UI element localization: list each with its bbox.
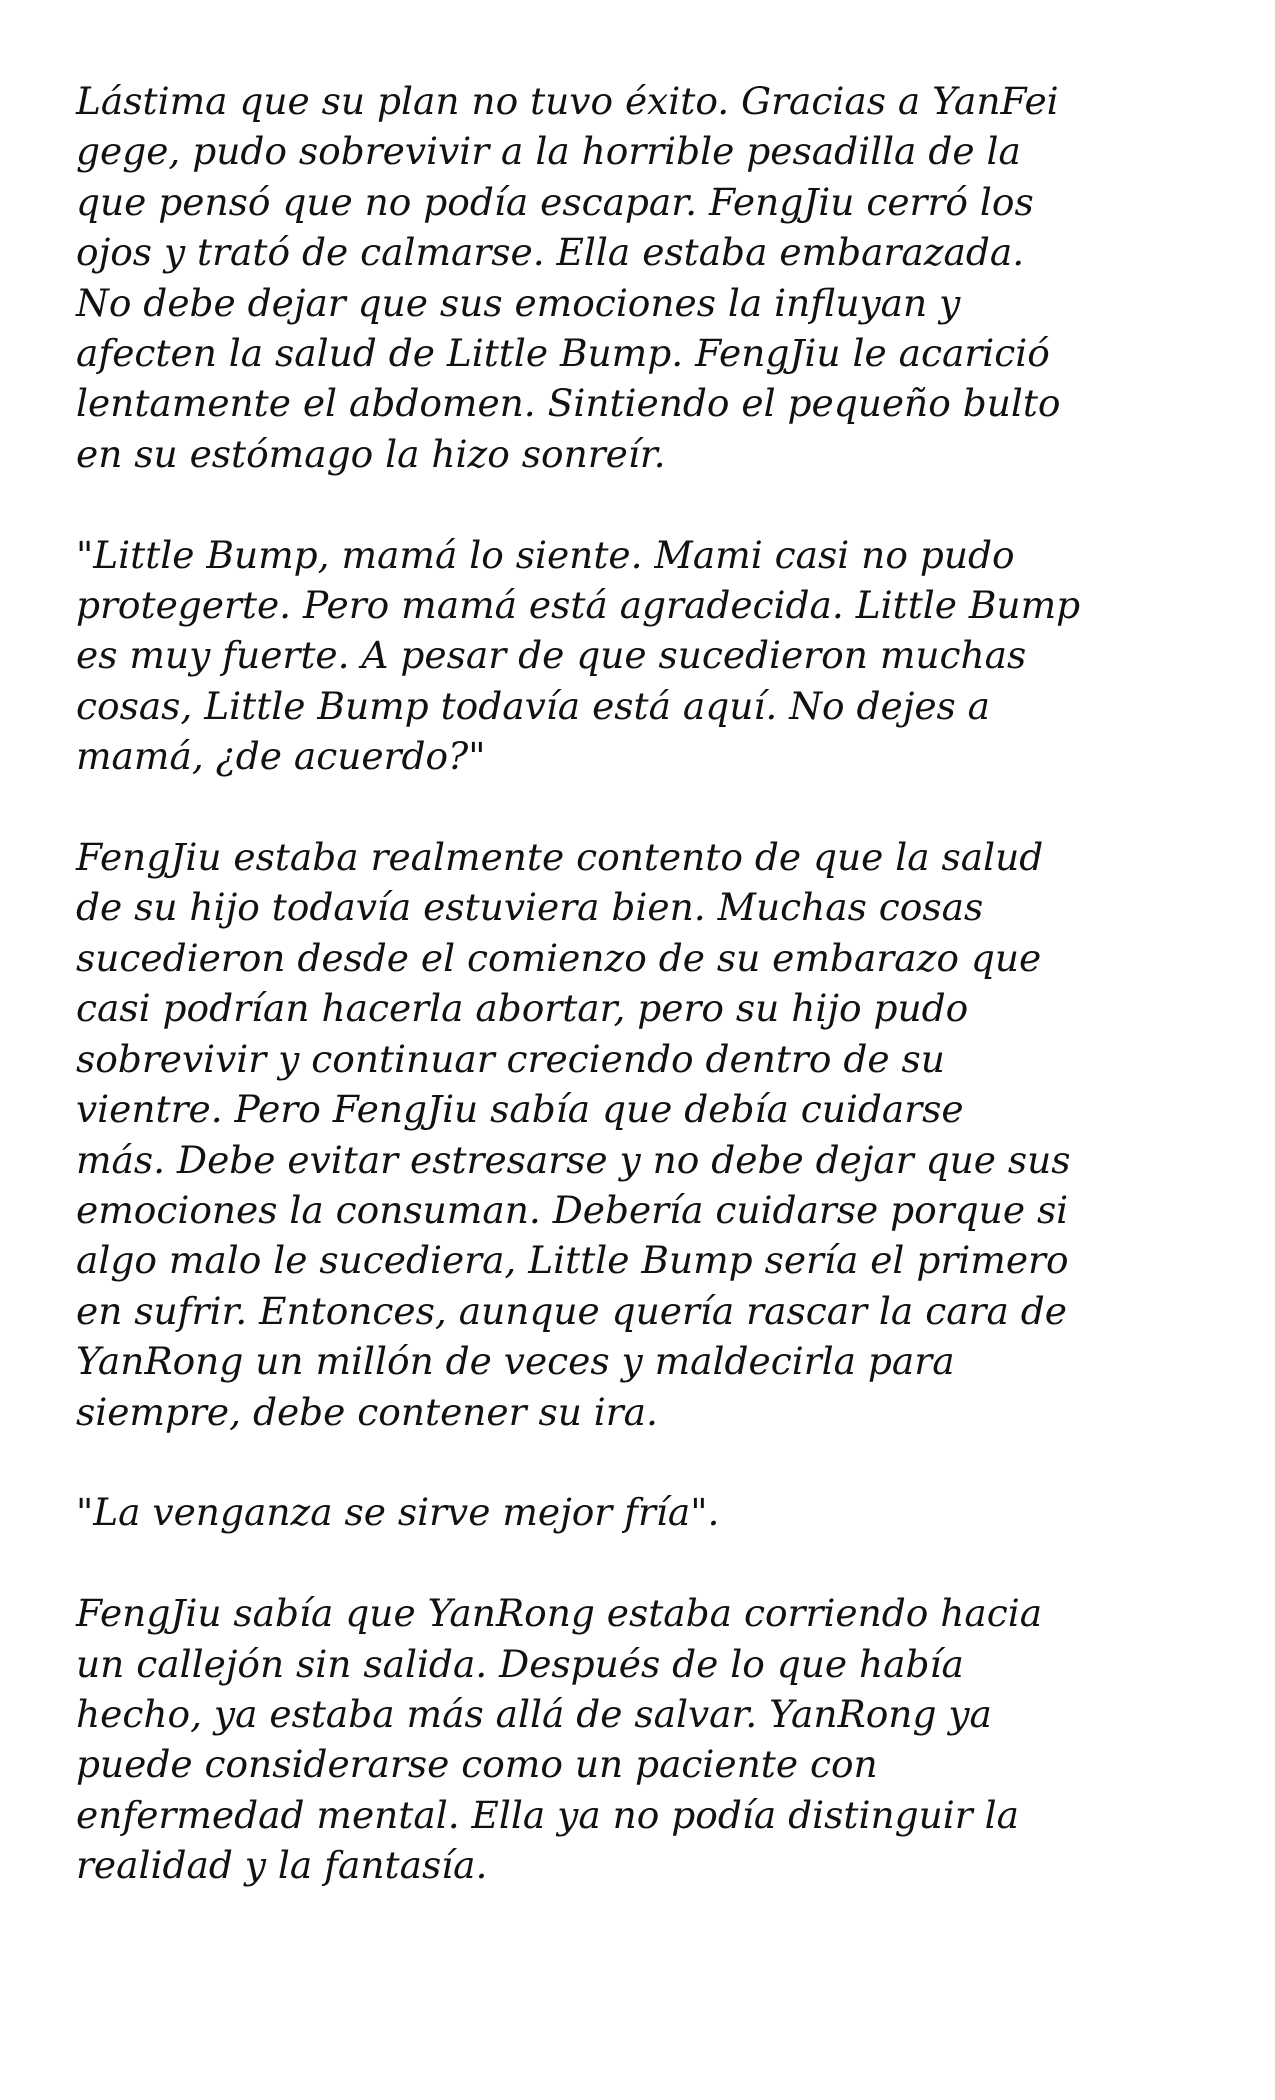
text-line: gege, pudo sobrevivir a la horrible pesadilla de la bbox=[76, 129, 1021, 174]
text-line: mamá, ¿de acuerdo?" bbox=[76, 734, 486, 779]
text-line: un callejón sin salida. Después de lo que había bbox=[76, 1641, 964, 1686]
text-line: vientre. Pero FengJiu sabía que debía cuidarse bbox=[76, 1087, 964, 1132]
text-line: FengJiu sabía que YanRong estaba corriendo hacia bbox=[76, 1591, 1043, 1636]
text-line: puede considerarse como un paciente con bbox=[76, 1742, 878, 1787]
paragraph-2 bbox=[76, 530, 1206, 782]
text-line: emociones la consuman. Debería cuidarse porque si bbox=[76, 1187, 1069, 1232]
text-line: en su estómago la hizo sonreír. bbox=[76, 431, 666, 476]
text-line: sobrevivir y continuar creciendo dentro de su bbox=[76, 1036, 945, 1081]
paragraph-1 bbox=[76, 76, 1206, 479]
text-line: de su hijo todavía estuviera bien. Muchas cosas bbox=[76, 885, 984, 930]
text-line: lentamente el abdomen. Sintiendo el pequeño bulto bbox=[76, 381, 1061, 426]
text-line: enfermedad mental. Ella ya no podía distinguir la bbox=[76, 1792, 1019, 1837]
paragraph-5 bbox=[76, 1588, 1206, 1890]
paragraph-4 bbox=[76, 1487, 1206, 1537]
text-line: YanRong un millón de veces y maldecirla para bbox=[76, 1339, 955, 1384]
text-line: FengJiu estaba realmente contento de que la salud bbox=[76, 835, 1044, 880]
document-page bbox=[76, 76, 1206, 1941]
text-line: cosas, Little Bump todavía está aquí. No dejes a bbox=[76, 683, 991, 728]
text-line: más. Debe evitar estresarse y no debe dejar que sus bbox=[76, 1137, 1071, 1182]
text-line: "Little Bump, mamá lo siente. Mami casi no pudo bbox=[76, 532, 1015, 577]
text-line: realidad y la fantasía. bbox=[76, 1843, 488, 1888]
text-line: ojos y trató de calmarse. Ella estaba embarazada. bbox=[76, 230, 1025, 275]
text-line: siempre, debe contener su ira. bbox=[76, 1389, 658, 1434]
text-line: algo malo le sucediera, Little Bump sería el primero bbox=[76, 1238, 1069, 1283]
text-line: Lástima que su plan no tuvo éxito. Gracias a YanFei bbox=[76, 79, 1059, 123]
text-line: casi podrían hacerla abortar, pero su hijo pudo bbox=[76, 986, 969, 1031]
text-line: es muy fuerte. A pesar de que sucedieron muchas bbox=[76, 633, 1027, 678]
text-line: No debe dejar que sus emociones la influyan y bbox=[76, 280, 961, 325]
text-line: protegerte. Pero mamá está agradecida. Little Bump bbox=[76, 583, 1081, 628]
text-line: hecho, ya estaba más allá de salvar. YanRong ya bbox=[76, 1691, 992, 1736]
text-line: en sufrir. Entonces, aunque quería rascar la cara de bbox=[76, 1288, 1067, 1333]
paragraph-3 bbox=[76, 832, 1206, 1437]
text-line: que pensó que no podía escapar. FengJiu cerró los bbox=[76, 179, 1034, 224]
text-line: sucedieron desde el comienzo de su embarazo que bbox=[76, 935, 1042, 980]
text-line: "La venganza se sirve mejor fría". bbox=[76, 1490, 720, 1535]
text-line: afecten la salud de Little Bump. FengJiu le acarició bbox=[76, 331, 1050, 376]
